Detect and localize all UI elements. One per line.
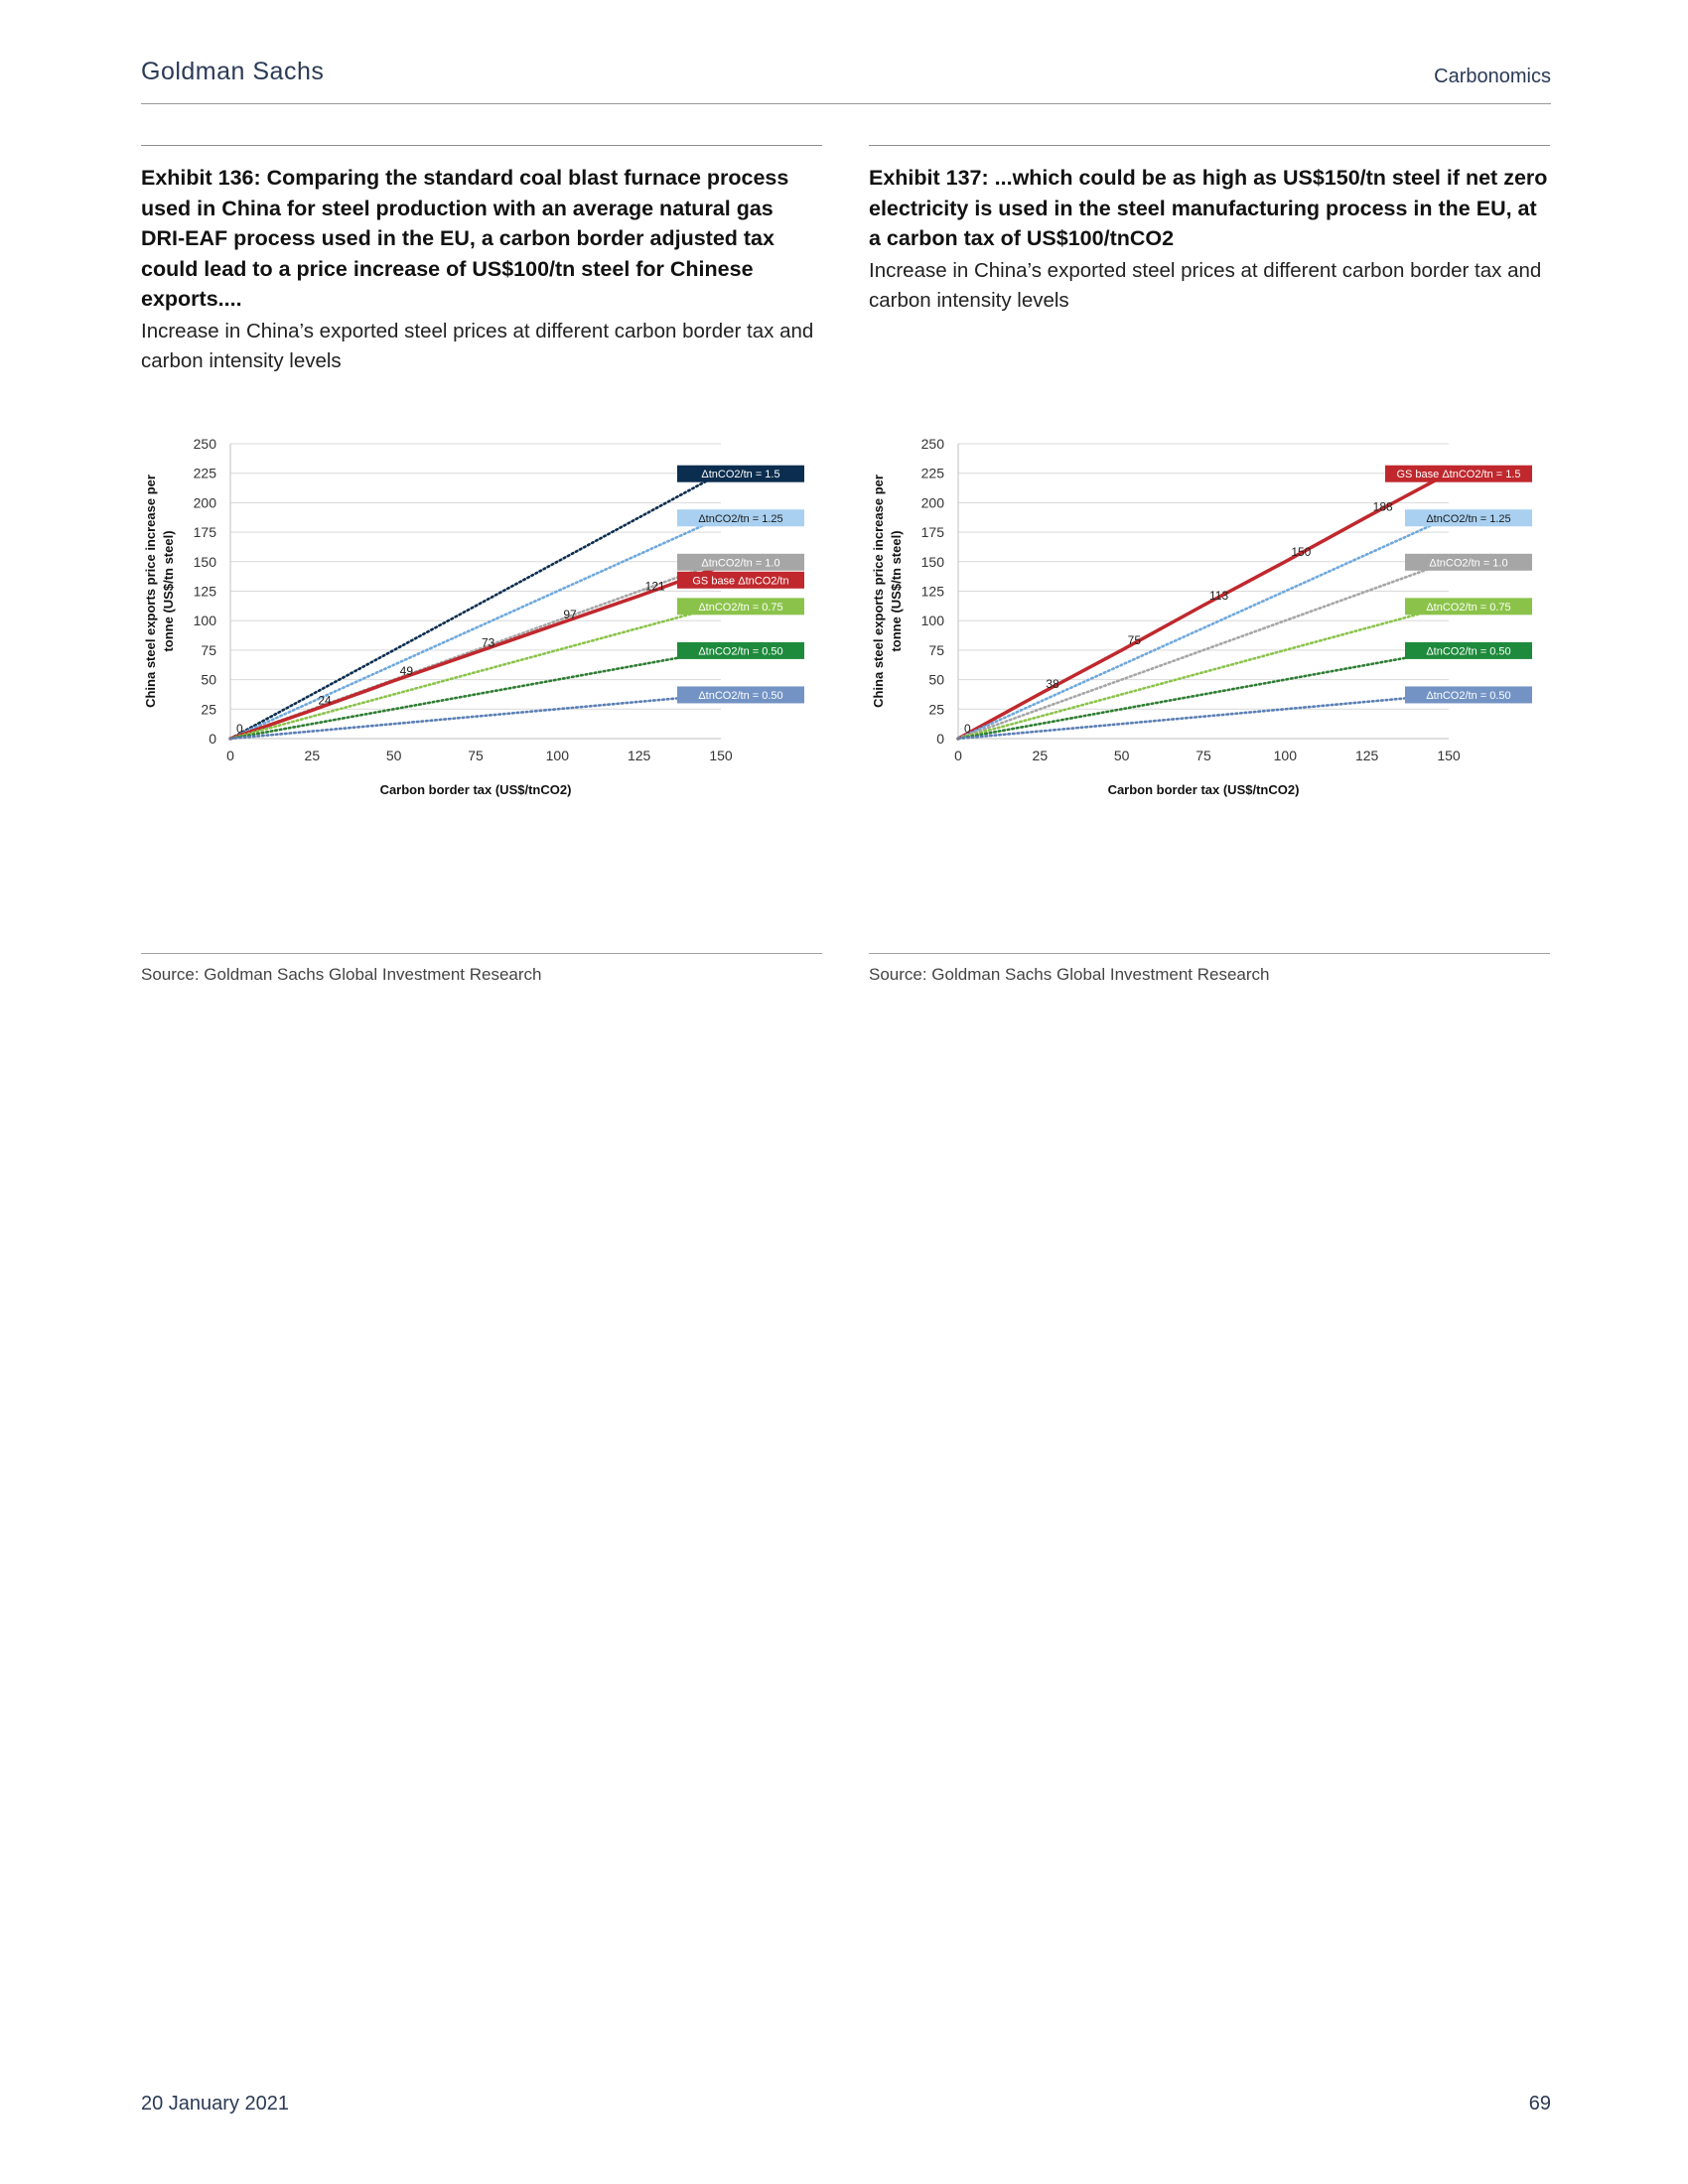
line-chart-svg [869,397,1550,933]
series-line [958,517,1449,739]
data-label: 121 [644,579,665,594]
chart-exhibit-136 [141,397,822,933]
exhibit-top-rule [869,145,1550,146]
data-label: 24 [318,693,332,708]
y-tick-label: 100 [920,613,944,629]
x-tick-label: 0 [226,748,234,763]
y-tick-label: 75 [928,641,944,658]
legend-tag-label: ΔtnCO2/tn = 0.50 [1426,689,1511,702]
legend-tag-label: ΔtnCO2/tn = 1.0 [1429,557,1508,570]
legend-tag-label: ΔtnCO2/tn = 0.75 [698,601,783,614]
exhibit-136 [141,145,822,984]
x-tick-label: 0 [954,748,962,763]
y-tick-label: 75 [201,641,216,658]
legend-tag-label: ΔtnCO2/tn = 0.50 [698,689,783,702]
y-tick-label: 175 [920,524,944,541]
y-tick-label: 100 [193,613,216,629]
legend-tag-label: ΔtnCO2/tn = 1.25 [1426,512,1511,525]
y-tick-label: 150 [920,553,944,570]
section-name: Carbonomics [1434,66,1551,87]
series-line [230,606,721,739]
legend-tag-label: ΔtnCO2/tn = 0.50 [1426,645,1511,658]
x-tick-label: 100 [545,748,570,763]
x-tick-label: 25 [1032,748,1049,763]
y-tick-label: 150 [193,553,216,570]
brand-name: Goldman Sachs [141,58,325,85]
series-line [230,517,721,739]
exhibit-subtitle: Increase in China’s exported steel prices at different carbon border tax and carbon intensity levels [869,258,1542,312]
y-tick-label: 225 [920,465,944,481]
legend-tag-label: ΔtnCO2/tn = 1.5 [701,469,780,481]
footer-date: 20 January 2021 [141,2093,290,2115]
y-tick-label: 250 [193,436,216,452]
chart-exhibit-137 [869,397,1550,933]
exhibit-top-rule [141,145,822,146]
y-tick-label: 250 [920,436,944,452]
x-tick-label: 150 [1437,748,1461,763]
y-tick-label: 0 [209,731,216,747]
x-tick-label: 50 [385,748,402,763]
data-label: 73 [482,635,495,650]
source-note: Source: Goldman Sachs Global Investment Research [141,965,542,984]
data-label: 188 [1372,499,1393,514]
y-tick-label: 225 [193,465,216,481]
x-tick-label: 25 [304,748,321,763]
y-tick-label: 125 [920,583,944,600]
legend-tag-label: GS base ΔtnCO2/tn = 1.5 [1396,469,1521,481]
series-line [230,694,721,739]
data-label: 0 [964,722,971,736]
series-line [958,694,1449,739]
x-tick-label: 125 [1354,748,1379,763]
data-label: 49 [399,663,414,678]
page-number: 69 [1528,2093,1551,2115]
source-note: Source: Goldman Sachs Global Investment Research [869,965,1270,984]
y-axis-title: China steel exports price increase per [871,475,886,708]
y-tick-label: 25 [928,701,944,718]
y-tick-label: 200 [193,494,216,511]
source-divider [141,953,822,954]
y-tick-label: 50 [201,671,216,688]
y-tick-label: 125 [193,583,216,600]
data-label: 75 [1127,632,1142,647]
x-tick-label: 100 [1273,748,1298,763]
exhibit-137 [869,145,1550,984]
y-tick-label: 25 [201,701,216,718]
source-divider [869,953,1550,954]
x-tick-label: 50 [1113,748,1130,763]
y-axis-title: tonne (US$/tn steel) [161,530,176,652]
legend-tag-label: ΔtnCO2/tn = 0.75 [1426,601,1511,614]
line-chart-svg [141,397,822,933]
exhibit-title: Exhibit 136: Comparing the standard coal blast furnace process used in China for steel production with an average natural gas DRI-EAF process used in the EU, a carbon border adjusted tax could lead to a price increase of US$100/tn steel for Chinese exports.... [141,166,789,311]
y-axis-title: China steel exports price increase per [143,475,158,708]
x-axis-title: Carbon border tax (US$/tnCO2) [1107,782,1300,797]
data-label: 0 [236,722,243,736]
series-line [958,606,1449,739]
x-tick-label: 75 [468,748,484,763]
series-line [230,474,721,739]
x-tick-label: 75 [1196,748,1211,763]
series-line [958,650,1449,739]
x-axis-title: Carbon border tax (US$/tnCO2) [379,782,572,797]
data-label: 38 [1046,676,1059,691]
series-line [230,650,721,739]
x-tick-label: 125 [627,748,651,763]
data-label: 97 [563,607,577,621]
data-label: 150 [1291,544,1312,559]
x-tick-label: 150 [709,748,733,763]
exhibit-subtitle: Increase in China’s exported steel prices at different carbon border tax and carbon intensity levels [141,319,814,372]
header-divider [141,103,1551,104]
exhibit-title: Exhibit 137: ...which could be as high as US$150/tn steel if net zero electricity is used in the steel manufacturing process in the EU, at a carbon tax of US$100/tnCO2 [869,166,1548,250]
y-axis-title: tonne (US$/tn steel) [889,530,904,652]
y-tick-label: 50 [928,671,944,688]
data-label: 113 [1209,588,1229,603]
legend-tag-label: ΔtnCO2/tn = 0.50 [698,645,783,658]
legend-tag-label: ΔtnCO2/tn = 1.25 [698,512,783,525]
legend-tag-label: GS base ΔtnCO2/tn [692,575,789,588]
y-tick-label: 0 [936,731,944,747]
y-tick-label: 200 [920,494,944,511]
legend-tag-label: ΔtnCO2/tn = 1.0 [701,557,780,570]
y-tick-label: 175 [193,524,216,541]
